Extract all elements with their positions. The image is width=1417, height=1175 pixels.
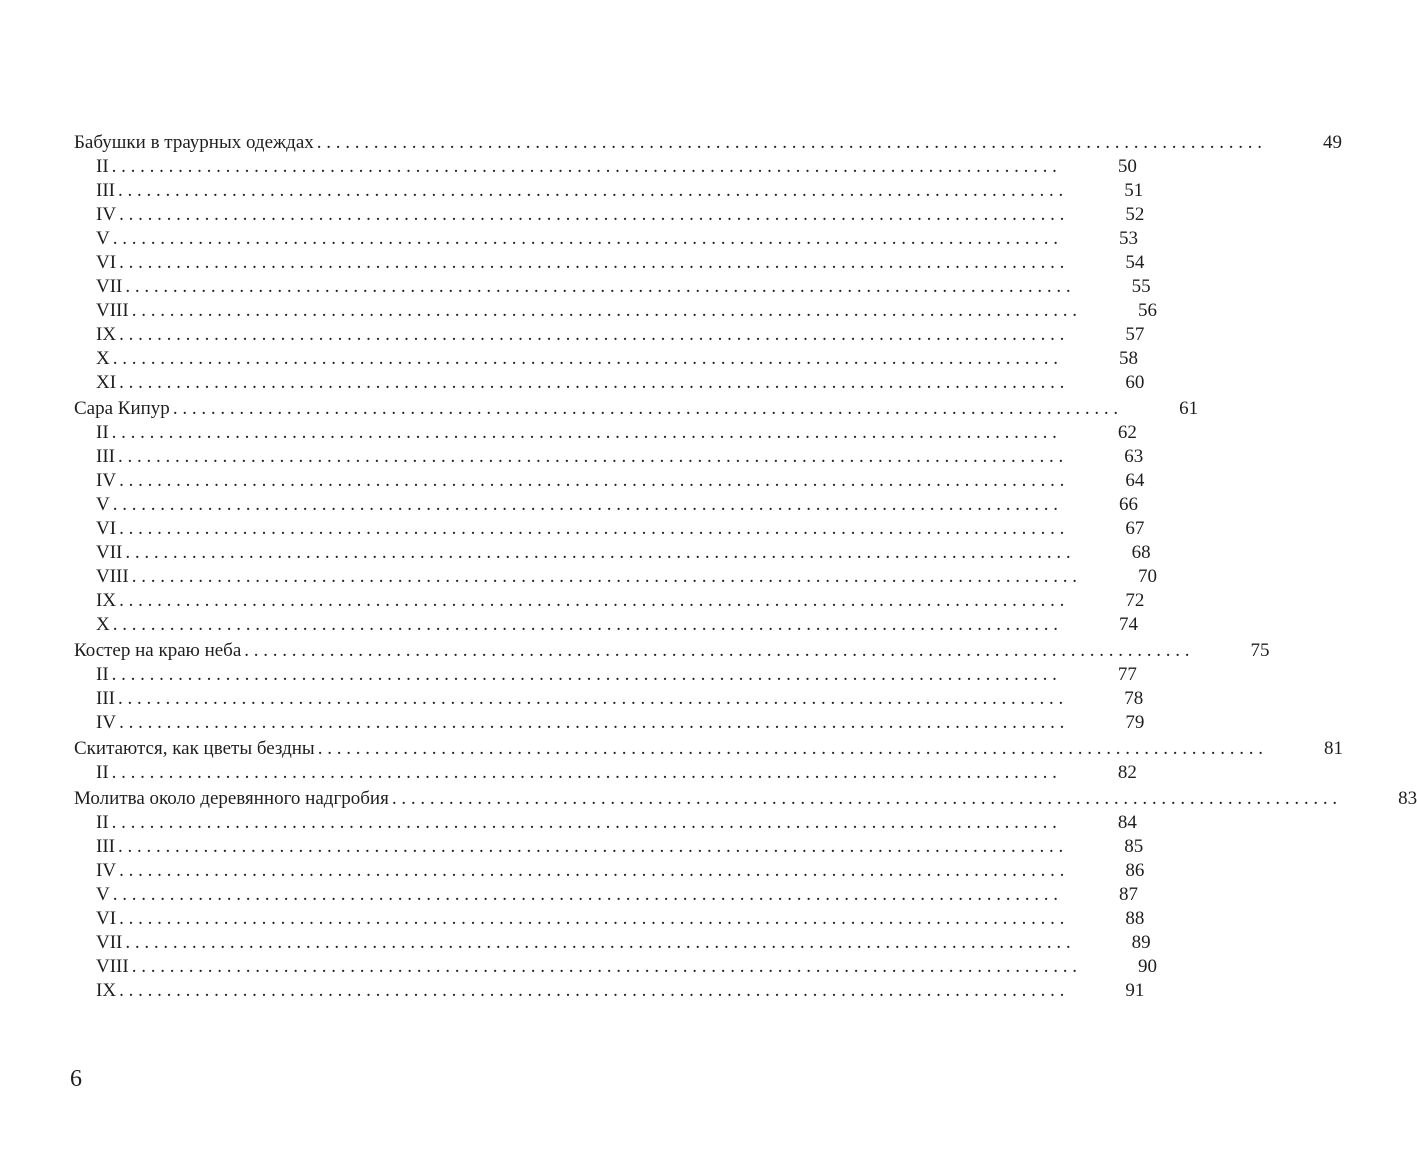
- toc-page-number: 66: [1118, 494, 1138, 515]
- dot-leader-dots: . . . . . . . . . . . . . . . . . . . . . . . . . . . . . . . . . . . . . . . . . . . . . . . . . . . . . . . . . . . . . . . . . . . . . . . . . . . . . . . . . . . . . . . . . . . . . . . . . . . .: [112, 614, 1058, 635]
- toc-entry: [74, 787, 1417, 811]
- toc-page-number: 84: [1117, 812, 1137, 833]
- toc-subentry: [74, 835, 1144, 859]
- dot-leader: [112, 663, 1057, 687]
- toc-page-number: 52: [1125, 204, 1145, 225]
- table-of-contents: [74, 129, 1417, 1003]
- toc-page-number: 62: [1117, 422, 1137, 443]
- dot-leader-dots: . . . . . . . . . . . . . . . . . . . . . . . . . . . . . . . . . . . . . . . . . . . . . . . . . . . . . . . . . . . . . . . . . . . . . . . . . . . . . . . . . . . . . . . . . . . . . . . . . . . .: [119, 372, 1065, 393]
- toc-subentry-label: II: [96, 664, 109, 685]
- toc-subentry: [74, 663, 1137, 687]
- dot-leader-dots: . . . . . . . . . . . . . . . . . . . . . . . . . . . . . . . . . . . . . . . . . . . . . . . . . . . . . . . . . . . . . . . . . . . . . . . . . . . . . . . . . . . . . . . . . . . . . . . . . . . .: [125, 932, 1071, 953]
- dot-leader: [113, 347, 1058, 371]
- toc-subentry-label: VII: [96, 276, 123, 297]
- dot-leader-dots: . . . . . . . . . . . . . . . . . . . . . . . . . . . . . . . . . . . . . . . . . . . . . . . . . . . . . . . . . . . . . . . . . . . . . . . . . . . . . . . . . . . . . . . . . . . . . . . . . . . .: [112, 884, 1058, 905]
- toc-subentry-label: V: [96, 494, 110, 515]
- dot-leader: [119, 979, 1064, 1003]
- dot-leader-dots: . . . . . . . . . . . . . . . . . . . . . . . . . . . . . . . . . . . . . . . . . . . . . . . . . . . . . . . . . . . . . . . . . . . . . . . . . . . . . . . . . . . . . . . . . . . . . . . . . . . .: [131, 300, 1077, 321]
- toc-entry: [74, 397, 1199, 421]
- toc-subentry-label: IV: [96, 860, 117, 881]
- dot-leader: [113, 883, 1058, 907]
- dot-leader-dots: . . . . . . . . . . . . . . . . . . . . . . . . . . . . . . . . . . . . . . . . . . . . . . . . . . . . . . . . . . . . . . . . . . . . . . . . . . . . . . . . . . . . . . . . . . . . . . . . . . . .: [117, 446, 1064, 467]
- toc-subentry: [74, 275, 1151, 299]
- dot-leader-dots: . . . . . . . . . . . . . . . . . . . . . . . . . . . . . . . . . . . . . . . . . . . . . . . . . . . . . . . . . . . . . . . . . . . . . . . . . . . . . . . . . . . . . . . . . . . . . . . . . . . .: [317, 738, 1263, 759]
- dot-leader: [244, 639, 1189, 663]
- toc-subentry-label: VI: [96, 518, 117, 539]
- toc-entry-title: Сара Кипур: [74, 398, 170, 419]
- dot-leader: [132, 565, 1077, 589]
- toc-page-number: 67: [1125, 518, 1145, 539]
- toc-page-number: 87: [1118, 884, 1138, 905]
- toc-page-number: 91: [1125, 980, 1145, 1001]
- toc-subentry-label: VII: [96, 932, 123, 953]
- toc-page-number: 74: [1118, 614, 1138, 635]
- toc-page-number: 50: [1117, 156, 1137, 177]
- toc-page-number: 57: [1125, 324, 1145, 345]
- toc-page-number: 72: [1125, 590, 1145, 611]
- dot-leader: [318, 737, 1263, 761]
- toc-subentry: [74, 859, 1145, 883]
- toc-subentry: [74, 493, 1138, 517]
- dot-leader: [125, 275, 1070, 299]
- toc-entry-title: Скитаются, как цветы бездны: [74, 738, 315, 759]
- toc-page-number: 58: [1118, 348, 1138, 369]
- dot-leader-dots: . . . . . . . . . . . . . . . . . . . . . . . . . . . . . . . . . . . . . . . . . . . . . . . . . . . . . . . . . . . . . . . . . . . . . . . . . . . . . . . . . . . . . . . . . . . . . . . . . . . .: [244, 640, 1190, 661]
- dot-leader-dots: . . . . . . . . . . . . . . . . . . . . . . . . . . . . . . . . . . . . . . . . . . . . . . . . . . . . . . . . . . . . . . . . . . . . . . . . . . . . . . . . . . . . . . . . . . . . . . . . . . . .: [391, 788, 1338, 809]
- dot-leader-dots: . . . . . . . . . . . . . . . . . . . . . . . . . . . . . . . . . . . . . . . . . . . . . . . . . . . . . . . . . . . . . . . . . . . . . . . . . . . . . . . . . . . . . . . . . . . . . . . . . . . .: [112, 228, 1058, 249]
- toc-subentry: [74, 541, 1151, 565]
- toc-subentry: [74, 711, 1145, 735]
- dot-leader: [112, 811, 1057, 835]
- toc-subentry-label: X: [96, 614, 110, 635]
- dot-leader-dots: . . . . . . . . . . . . . . . . . . . . . . . . . . . . . . . . . . . . . . . . . . . . . . . . . . . . . . . . . . . . . . . . . . . . . . . . . . . . . . . . . . . . . . . . . . . . . . . . . . . .: [131, 956, 1077, 977]
- toc-subentry-label: III: [96, 446, 115, 467]
- dot-leader: [113, 227, 1058, 251]
- dot-leader-dots: . . . . . . . . . . . . . . . . . . . . . . . . . . . . . . . . . . . . . . . . . . . . . . . . . . . . . . . . . . . . . . . . . . . . . . . . . . . . . . . . . . . . . . . . . . . . . . . . . . . .: [117, 836, 1064, 857]
- toc-subentry-label: III: [96, 836, 115, 857]
- toc-entry-title: Бабушки в траурных одеждах: [74, 132, 314, 153]
- dot-leader: [118, 445, 1063, 469]
- toc-subentry-label: VI: [96, 252, 117, 273]
- toc-page-number: 77: [1117, 664, 1137, 685]
- toc-entry: [74, 131, 1343, 155]
- dot-leader-dots: . . . . . . . . . . . . . . . . . . . . . . . . . . . . . . . . . . . . . . . . . . . . . . . . . . . . . . . . . . . . . . . . . . . . . . . . . . . . . . . . . . . . . . . . . . . . . . . . . . . .: [119, 470, 1065, 491]
- dot-leader-dots: . . . . . . . . . . . . . . . . . . . . . . . . . . . . . . . . . . . . . . . . . . . . . . . . . . . . . . . . . . . . . . . . . . . . . . . . . . . . . . . . . . . . . . . . . . . . . . . . . . . .: [111, 664, 1057, 685]
- toc-subentry: [74, 931, 1151, 955]
- toc-page-number: 64: [1125, 470, 1145, 491]
- toc-entry-title: Молитва около деревянного надгробия: [74, 788, 389, 809]
- toc-section: [74, 737, 1343, 785]
- dot-leader: [119, 323, 1064, 347]
- dot-leader: [113, 613, 1058, 637]
- toc-subentry-label: IX: [96, 324, 117, 345]
- toc-subentry-label: II: [96, 812, 109, 833]
- toc-subentry: [74, 883, 1138, 907]
- toc-entry: [74, 639, 1270, 663]
- toc-page-number: 79: [1125, 712, 1145, 733]
- toc-subentry: [74, 589, 1145, 613]
- toc-subentry: [74, 565, 1157, 589]
- toc-subentry-label: III: [96, 180, 115, 201]
- dot-leader-dots: . . . . . . . . . . . . . . . . . . . . . . . . . . . . . . . . . . . . . . . . . . . . . . . . . . . . . . . . . . . . . . . . . . . . . . . . . . . . . . . . . . . . . . . . . . . . . . . . . . . .: [119, 518, 1065, 539]
- toc-page-number: 63: [1124, 446, 1144, 467]
- dot-leader-dots: . . . . . . . . . . . . . . . . . . . . . . . . . . . . . . . . . . . . . . . . . . . . . . . . . . . . . . . . . . . . . . . . . . . . . . . . . . . . . . . . . . . . . . . . . . . . . . . . . . . .: [112, 494, 1058, 515]
- dot-leader-dots: . . . . . . . . . . . . . . . . . . . . . . . . . . . . . . . . . . . . . . . . . . . . . . . . . . . . . . . . . . . . . . . . . . . . . . . . . . . . . . . . . . . . . . . . . . . . . . . . . . . .: [111, 762, 1057, 783]
- toc-subentry-label: VII: [96, 542, 123, 563]
- toc-subentry: [74, 955, 1157, 979]
- dot-leader: [119, 371, 1064, 395]
- toc-page-number: 68: [1131, 542, 1151, 563]
- dot-leader-dots: . . . . . . . . . . . . . . . . . . . . . . . . . . . . . . . . . . . . . . . . . . . . . . . . . . . . . . . . . . . . . . . . . . . . . . . . . . . . . . . . . . . . . . . . . . . . . . . . . . . .: [131, 566, 1077, 587]
- toc-page-number: 75: [1250, 640, 1270, 661]
- dot-leader: [125, 931, 1070, 955]
- toc-subentry: [74, 907, 1145, 931]
- dot-leader-dots: . . . . . . . . . . . . . . . . . . . . . . . . . . . . . . . . . . . . . . . . . . . . . . . . . . . . . . . . . . . . . . . . . . . . . . . . . . . . . . . . . . . . . . . . . . . . . . . . . . . .: [119, 590, 1065, 611]
- dot-leader-dots: . . . . . . . . . . . . . . . . . . . . . . . . . . . . . . . . . . . . . . . . . . . . . . . . . . . . . . . . . . . . . . . . . . . . . . . . . . . . . . . . . . . . . . . . . . . . . . . . . . . .: [111, 156, 1057, 177]
- toc-page-number: 55: [1131, 276, 1151, 297]
- toc-page-number: 88: [1125, 908, 1145, 929]
- dot-leader: [392, 787, 1337, 811]
- dot-leader-dots: . . . . . . . . . . . . . . . . . . . . . . . . . . . . . . . . . . . . . . . . . . . . . . . . . . . . . . . . . . . . . . . . . . . . . . . . . . . . . . . . . . . . . . . . . . . . . . . . . . . .: [117, 180, 1064, 201]
- dot-leader: [118, 835, 1063, 859]
- toc-subentry-label: VIII: [96, 300, 129, 321]
- toc-subentry-label: XI: [96, 372, 117, 393]
- dot-leader: [119, 859, 1064, 883]
- toc-subentry-label: II: [96, 156, 109, 177]
- dot-leader-dots: . . . . . . . . . . . . . . . . . . . . . . . . . . . . . . . . . . . . . . . . . . . . . . . . . . . . . . . . . . . . . . . . . . . . . . . . . . . . . . . . . . . . . . . . . . . . . . . . . . . .: [119, 980, 1065, 1001]
- dot-leader-dots: . . . . . . . . . . . . . . . . . . . . . . . . . . . . . . . . . . . . . . . . . . . . . . . . . . . . . . . . . . . . . . . . . . . . . . . . . . . . . . . . . . . . . . . . . . . . . . . . . . . .: [119, 252, 1065, 273]
- toc-page-number: 85: [1124, 836, 1144, 857]
- toc-subentry: [74, 203, 1145, 227]
- toc-section: [74, 639, 1270, 735]
- toc-page-number: 56: [1137, 300, 1157, 321]
- dot-leader: [132, 955, 1077, 979]
- toc-subentry: [74, 179, 1144, 203]
- dot-leader-dots: . . . . . . . . . . . . . . . . . . . . . . . . . . . . . . . . . . . . . . . . . . . . . . . . . . . . . . . . . . . . . . . . . . . . . . . . . . . . . . . . . . . . . . . . . . . . . . . . . . . .: [119, 908, 1065, 929]
- toc-subentry-label: V: [96, 884, 110, 905]
- dot-leader: [112, 421, 1057, 445]
- dot-leader-dots: . . . . . . . . . . . . . . . . . . . . . . . . . . . . . . . . . . . . . . . . . . . . . . . . . . . . . . . . . . . . . . . . . . . . . . . . . . . . . . . . . . . . . . . . . . . . . . . . . . . .: [112, 348, 1058, 369]
- dot-leader: [125, 541, 1070, 565]
- dot-leader: [119, 251, 1064, 275]
- dot-leader-dots: . . . . . . . . . . . . . . . . . . . . . . . . . . . . . . . . . . . . . . . . . . . . . . . . . . . . . . . . . . . . . . . . . . . . . . . . . . . . . . . . . . . . . . . . . . . . . . . . . . . .: [111, 422, 1057, 443]
- toc-subentry: [74, 155, 1137, 179]
- dot-leader: [113, 493, 1058, 517]
- toc-subentry-label: II: [96, 422, 109, 443]
- toc-entry-title: Костер на краю неба: [74, 640, 242, 661]
- dot-leader-dots: . . . . . . . . . . . . . . . . . . . . . . . . . . . . . . . . . . . . . . . . . . . . . . . . . . . . . . . . . . . . . . . . . . . . . . . . . . . . . . . . . . . . . . . . . . . . . . . . . . . .: [172, 398, 1119, 419]
- toc-page-number: 70: [1137, 566, 1157, 587]
- toc-page-number: 51: [1124, 180, 1144, 201]
- dot-leader: [173, 397, 1118, 421]
- dot-leader-dots: . . . . . . . . . . . . . . . . . . . . . . . . . . . . . . . . . . . . . . . . . . . . . . . . . . . . . . . . . . . . . . . . . . . . . . . . . . . . . . . . . . . . . . . . . . . . . . . . . . . .: [125, 276, 1071, 297]
- dot-leader-dots: . . . . . . . . . . . . . . . . . . . . . . . . . . . . . . . . . . . . . . . . . . . . . . . . . . . . . . . . . . . . . . . . . . . . . . . . . . . . . . . . . . . . . . . . . . . . . . . . . . . .: [119, 324, 1065, 345]
- toc-subentry: [74, 517, 1145, 541]
- dot-leader: [132, 299, 1077, 323]
- dot-leader-dots: . . . . . . . . . . . . . . . . . . . . . . . . . . . . . . . . . . . . . . . . . . . . . . . . . . . . . . . . . . . . . . . . . . . . . . . . . . . . . . . . . . . . . . . . . . . . . . . . . . . .: [119, 204, 1065, 225]
- toc-subentry-label: IX: [96, 590, 117, 611]
- toc-subentry-label: III: [96, 688, 115, 709]
- toc-page-number: 54: [1125, 252, 1145, 273]
- toc-subentry-label: V: [96, 228, 110, 249]
- toc-subentry-label: IX: [96, 980, 117, 1001]
- toc-subentry: [74, 469, 1145, 493]
- toc-entry: [74, 737, 1343, 761]
- dot-leader-dots: . . . . . . . . . . . . . . . . . . . . . . . . . . . . . . . . . . . . . . . . . . . . . . . . . . . . . . . . . . . . . . . . . . . . . . . . . . . . . . . . . . . . . . . . . . . . . . . . . . . .: [111, 812, 1057, 833]
- toc-subentry: [74, 227, 1138, 251]
- page-number: 6: [70, 1066, 82, 1092]
- toc-subentry: [74, 371, 1145, 395]
- toc-page-number: 53: [1118, 228, 1138, 249]
- toc-subentry: [74, 445, 1144, 469]
- dot-leader-dots: . . . . . . . . . . . . . . . . . . . . . . . . . . . . . . . . . . . . . . . . . . . . . . . . . . . . . . . . . . . . . . . . . . . . . . . . . . . . . . . . . . . . . . . . . . . . . . . . . . . .: [119, 860, 1065, 881]
- dot-leader: [119, 589, 1064, 613]
- toc-subentry: [74, 979, 1145, 1003]
- toc-page-number: 78: [1124, 688, 1144, 709]
- dot-leader: [118, 179, 1063, 203]
- dot-leader-dots: . . . . . . . . . . . . . . . . . . . . . . . . . . . . . . . . . . . . . . . . . . . . . . . . . . . . . . . . . . . . . . . . . . . . . . . . . . . . . . . . . . . . . . . . . . . . . . . . . . . .: [119, 712, 1065, 733]
- toc-section: [74, 787, 1417, 1003]
- toc-page-number: 86: [1125, 860, 1145, 881]
- toc-subentry: [74, 251, 1145, 275]
- toc-subentry-label: IV: [96, 470, 117, 491]
- dot-leader: [119, 711, 1064, 735]
- dot-leader-dots: . . . . . . . . . . . . . . . . . . . . . . . . . . . . . . . . . . . . . . . . . . . . . . . . . . . . . . . . . . . . . . . . . . . . . . . . . . . . . . . . . . . . . . . . . . . . . . . . . . . .: [117, 688, 1064, 709]
- toc-subentry-label: VIII: [96, 956, 129, 977]
- toc-page-number: 81: [1323, 738, 1343, 759]
- toc-subentry: [74, 687, 1144, 711]
- toc-subentry: [74, 347, 1138, 371]
- toc-subentry: [74, 811, 1137, 835]
- dot-leader: [317, 131, 1262, 155]
- dot-leader: [119, 517, 1064, 541]
- toc-subentry: [74, 323, 1145, 347]
- toc-subentry: [74, 299, 1157, 323]
- toc-section: [74, 131, 1343, 395]
- toc-subentry-label: IV: [96, 204, 117, 225]
- dot-leader: [112, 761, 1057, 785]
- toc-subentry-label: VI: [96, 908, 117, 929]
- toc-subentry: [74, 613, 1138, 637]
- toc-page-number: 61: [1179, 398, 1199, 419]
- dot-leader-dots: . . . . . . . . . . . . . . . . . . . . . . . . . . . . . . . . . . . . . . . . . . . . . . . . . . . . . . . . . . . . . . . . . . . . . . . . . . . . . . . . . . . . . . . . . . . . . . . . . . . .: [316, 132, 1263, 153]
- toc-subentry-label: IV: [96, 712, 117, 733]
- toc-page-number: 89: [1131, 932, 1151, 953]
- toc-page-number: 82: [1117, 762, 1137, 783]
- toc-subentry-label: VIII: [96, 566, 129, 587]
- toc-page-number: 60: [1125, 372, 1145, 393]
- toc-subentry: [74, 761, 1137, 785]
- toc-page-number: 90: [1137, 956, 1157, 977]
- toc-page-number: 49: [1323, 132, 1343, 153]
- dot-leader-dots: . . . . . . . . . . . . . . . . . . . . . . . . . . . . . . . . . . . . . . . . . . . . . . . . . . . . . . . . . . . . . . . . . . . . . . . . . . . . . . . . . . . . . . . . . . . . . . . . . . . .: [125, 542, 1071, 563]
- toc-subentry-label: II: [96, 762, 109, 783]
- toc-section: [74, 397, 1199, 637]
- toc-subentry: [74, 421, 1137, 445]
- dot-leader: [119, 907, 1064, 931]
- dot-leader: [112, 155, 1057, 179]
- toc-page-number: 83: [1398, 788, 1417, 809]
- toc-subentry-label: X: [96, 348, 110, 369]
- dot-leader: [119, 203, 1064, 227]
- dot-leader: [119, 469, 1064, 493]
- dot-leader: [118, 687, 1063, 711]
